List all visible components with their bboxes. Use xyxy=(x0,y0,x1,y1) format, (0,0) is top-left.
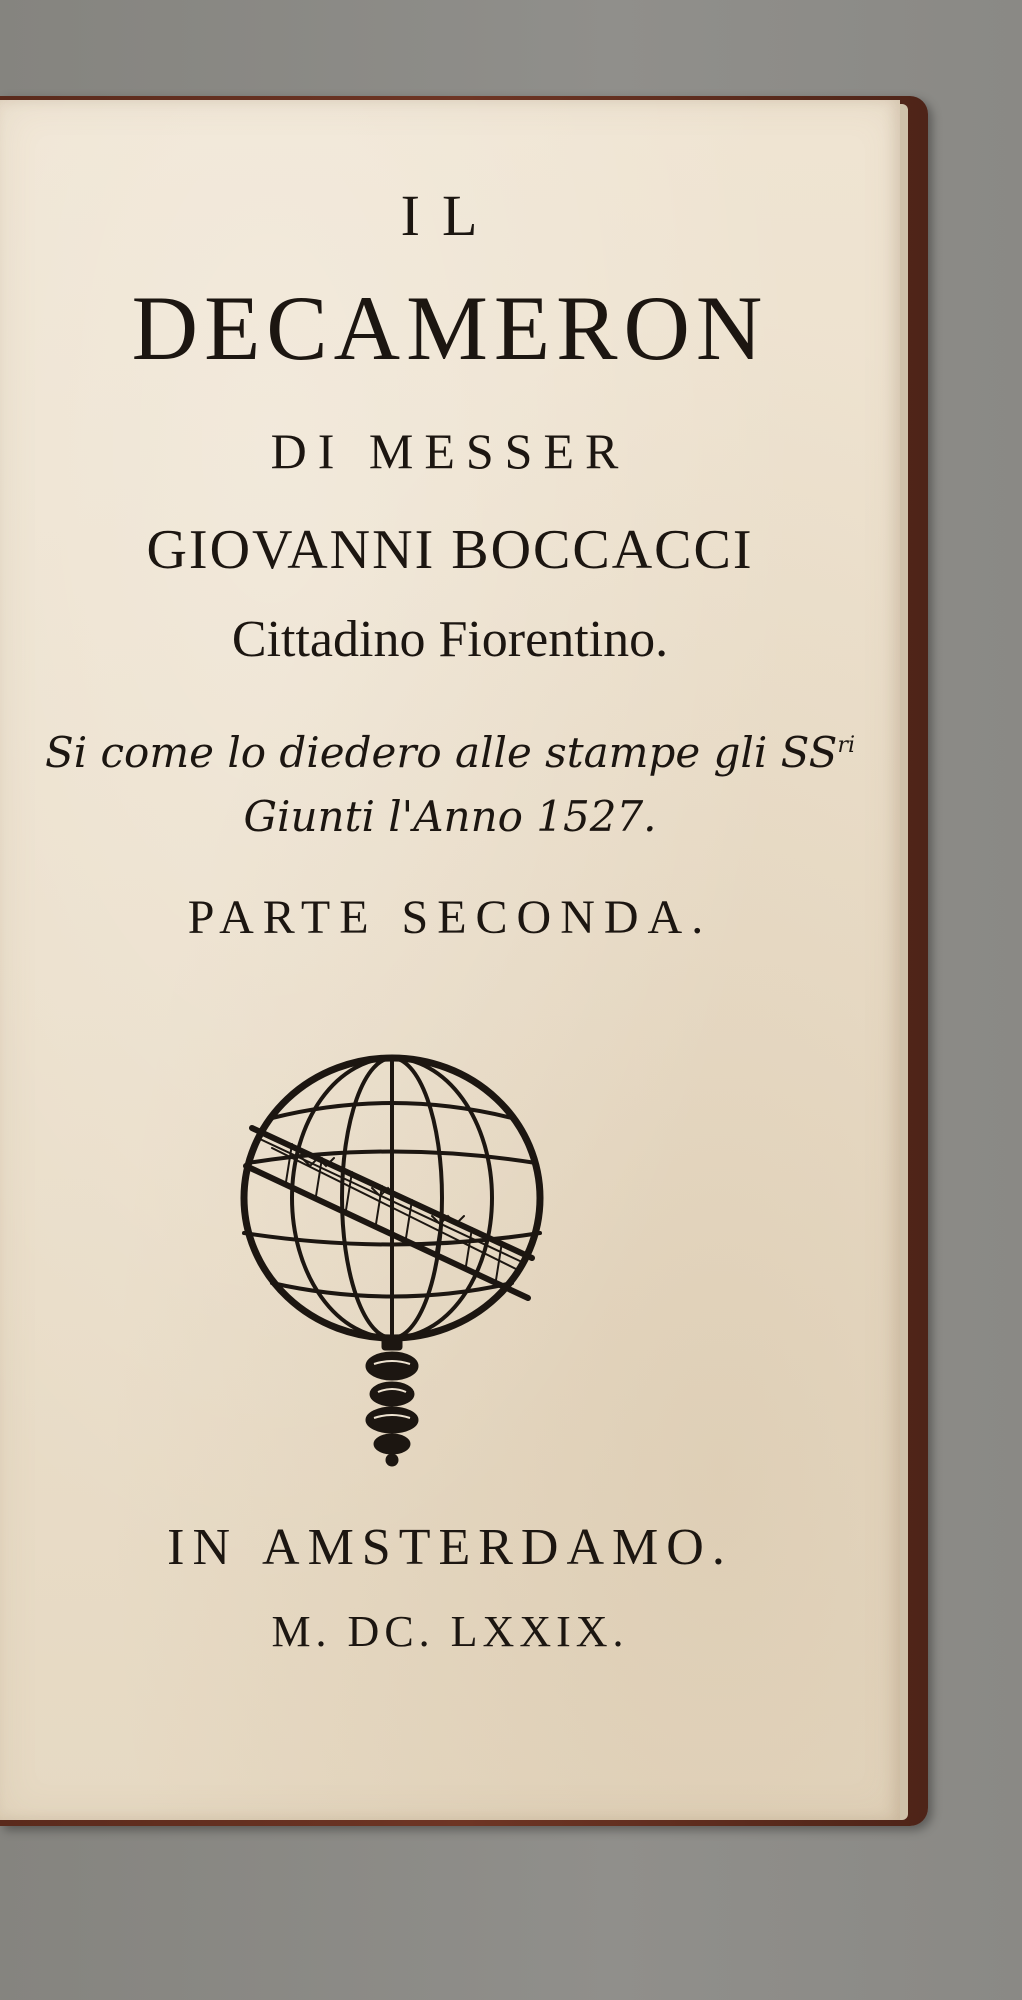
imprint-date: M. DC. LXXIX. xyxy=(271,1607,629,1656)
imprint-place xyxy=(0,1518,900,1577)
author-citizenship: Cittadino Fiorentino. xyxy=(231,611,669,668)
edition-note-line-1 xyxy=(0,728,900,777)
imprint-city: AMSTERDAMO. xyxy=(262,1519,733,1576)
edition-note-text: Si come lo diedero alle stampe gli SS xyxy=(44,728,838,777)
author-name: GIOVANNI BOCCACCI xyxy=(146,519,754,581)
volume-label-part: PARTE xyxy=(187,891,378,944)
title-page xyxy=(0,100,900,1820)
book-title: DECAMERON xyxy=(131,277,769,379)
edition-note-line-2: Giunti l'Anno 1527. xyxy=(243,792,657,841)
armillary-sphere-icon xyxy=(232,1048,552,1468)
title-article: IL xyxy=(400,183,500,248)
author-prefix: DI MESSER xyxy=(270,423,630,479)
volume-label xyxy=(0,890,900,945)
imprint-preposition: IN xyxy=(167,1519,239,1576)
volume-label-number: SECONDA. xyxy=(401,891,713,944)
edition-note-superscript: ri xyxy=(837,733,856,758)
